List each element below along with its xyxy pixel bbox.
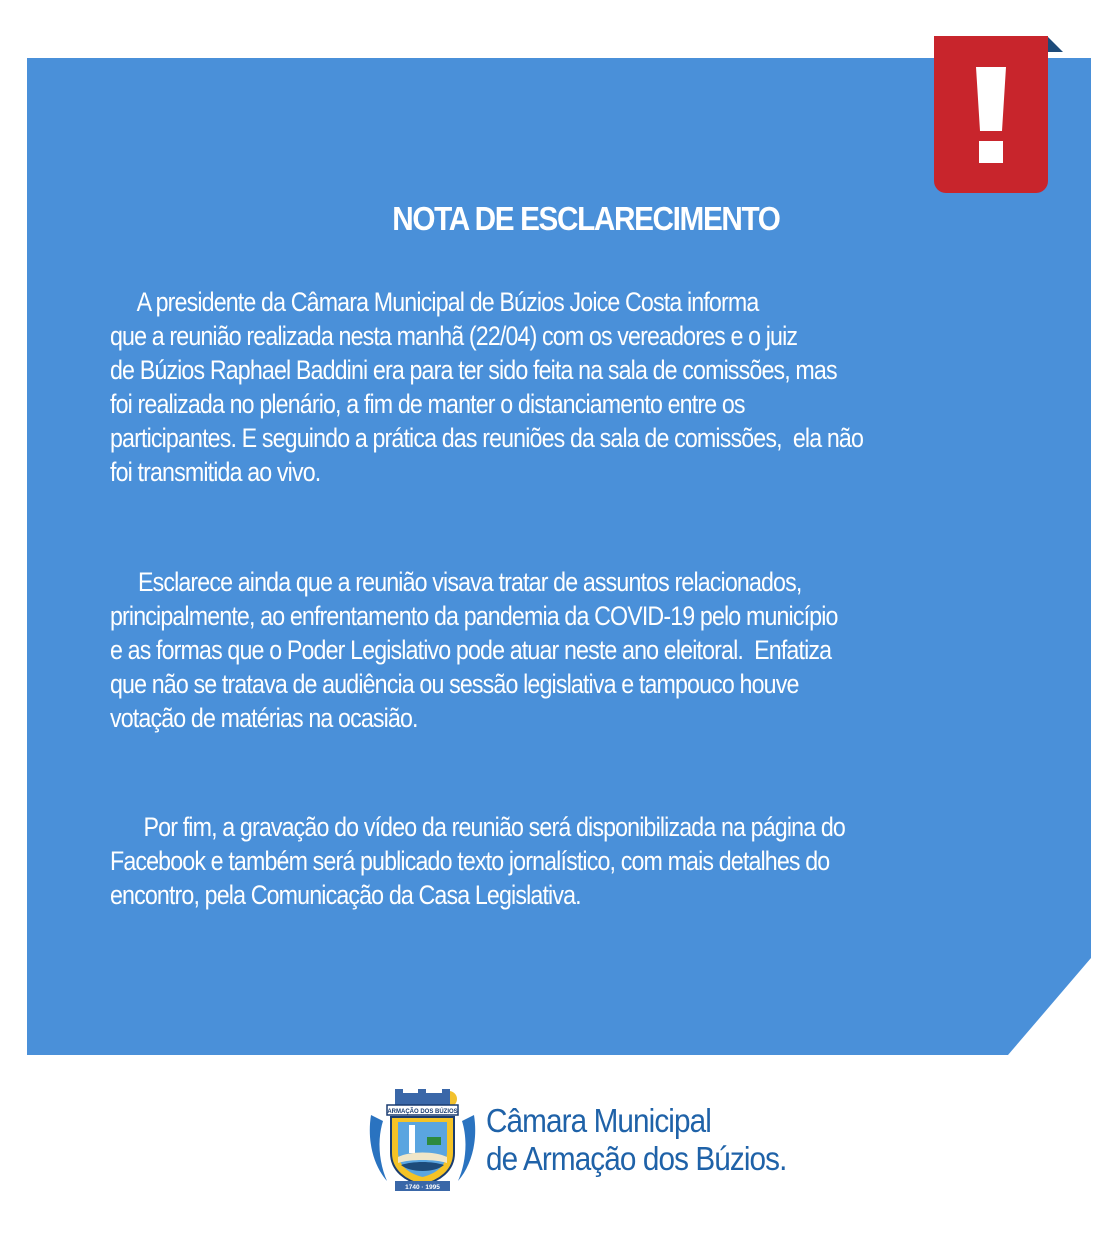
emblem-motto: ARMAÇÃO DOS BÚZIOS xyxy=(387,1109,458,1115)
tab-fold-shadow xyxy=(1047,36,1063,52)
exclamation-icon xyxy=(976,67,1006,163)
organization-name xyxy=(486,1102,786,1178)
notice-paragraph-2: Esclarece ainda que a reunião visava tratar de assuntos relacionados, principalmente, ao enfrentamento da pandemia da COVID-19 pelo município e as formas que o Poder Legislativo pode atuar neste ano eleitoral. Enfatiza que não se tratava de audiência ou sessão legislativa e tampouco houve votação de matérias na ocasião. xyxy=(110,567,838,733)
organization-name-line-1: Câmara Municipal xyxy=(486,1102,711,1139)
organization-name-line-2: de Armação dos Búzios. xyxy=(486,1140,787,1177)
notice-paragraph-3: Por fim, a gravação do vídeo da reunião será disponibilizada na página do Facebook e também será publicado texto jornalístico, com mais detalhes do encontro, pela Comunicação da Casa Legislativa. xyxy=(110,812,845,910)
emblem-years: 1740 · 1995 xyxy=(405,1184,440,1191)
alert-badge xyxy=(934,36,1048,193)
notice-paragraph-1: A presidente da Câmara Municipal de Búzios Joice Costa informa que a reunião realizada nesta manhã (22/04) com os vereadores e o juiz de Búzios Raphael Baddini era para ter sido feita na sala de comissões, mas foi realizada no plenário, a fim de manter o distanciamento entre os participantes. E seguindo a prática das reuniões da sala de comissões, ela não foi transmitida ao vivo. xyxy=(110,287,864,487)
notice-title: NOTA DE ESCLARECIMENTO xyxy=(392,200,780,237)
municipal-emblem-logo xyxy=(365,1085,480,1195)
